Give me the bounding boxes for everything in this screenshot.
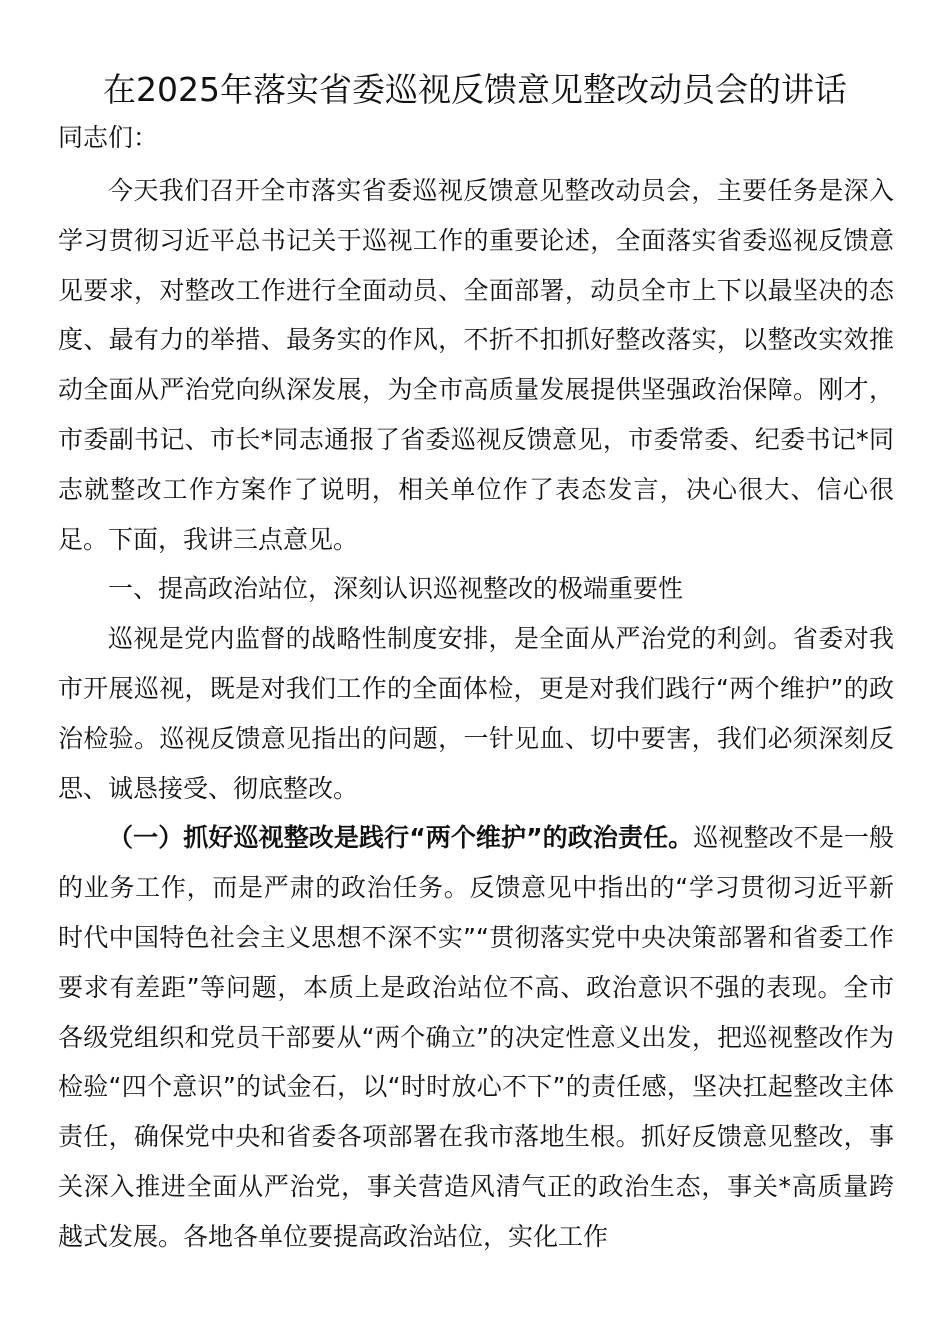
paragraph-political-responsibility xyxy=(58,813,894,1261)
paragraph-intro: 今天我们召开全市落实省委巡视反馈意见整改动员会，主要任务是深入学习贯彻习近平总书记关于巡视工作的重要论述，全面落实省委巡视反馈意见要求，对整改工作进行全面动员、全面部署，动员全市上下以最坚决的态度、最有力的举措、最务实的作风，不折不扣抓好整改落实，以整改实效推动全面从严治党向纵深发展，为全市高质量发展提供坚强政治保障。刚才，市委副书记、市长*同志通报了省委巡视反馈意见，市委常委、纪委书记*同志就整改工作方案作了说明，相关单位作了表态发言，决心很大、信心很足。下面，我讲三点意见。 xyxy=(58,176,894,554)
subheading-1: （一）抓好巡视整改是践行“两个维护”的政治责任。 xyxy=(108,823,694,853)
paragraph-political-responsibility-text: 巡视整改不是一般的业务工作，而是严肃的政治任务。反馈意见中指出的“学习贯彻习近平新时代中国特色社会主义思想不深不实”“贯彻落实党中央决策部署和省委工作要求有差距”等问题，本质上是政治站位不高、政治意识不强的表现。全市各级党组织和党员干部要从“两个确立”的决定性意义出发，把巡视整改作为检验“四个意识”的试金石，以“时时放心不下”的责任感，坚决扛起整改主体责任，确保党中央和省委各项部署在我市落地生根。抓好反馈意见整改，事关深入推进全面从严治党，事关营造风清气正的政治生态，事关*高质量跨越式发展。各地各单位要提高政治站位，实化工作 xyxy=(58,823,894,1251)
section-heading-1: 一、提高政治站位，深刻认识巡视整改的极端重要性 xyxy=(108,574,684,604)
document-title: 在2025年落实省委巡视反馈意见整改动员会的讲话 xyxy=(103,70,847,109)
document-body xyxy=(58,166,894,1262)
salutation: 同志们： xyxy=(58,123,159,152)
paragraph-inspection: 巡视是党内监督的战略性制度安排，是全面从严治党的利剑。省委对我市开展巡视，既是对我们工作的全面体检，更是对我们践行“两个维护”的政治检验。巡视反馈意见指出的问题，一针见血、切中要害，我们必须深刻反思、诚恳接受、彻底整改。 xyxy=(58,624,894,803)
